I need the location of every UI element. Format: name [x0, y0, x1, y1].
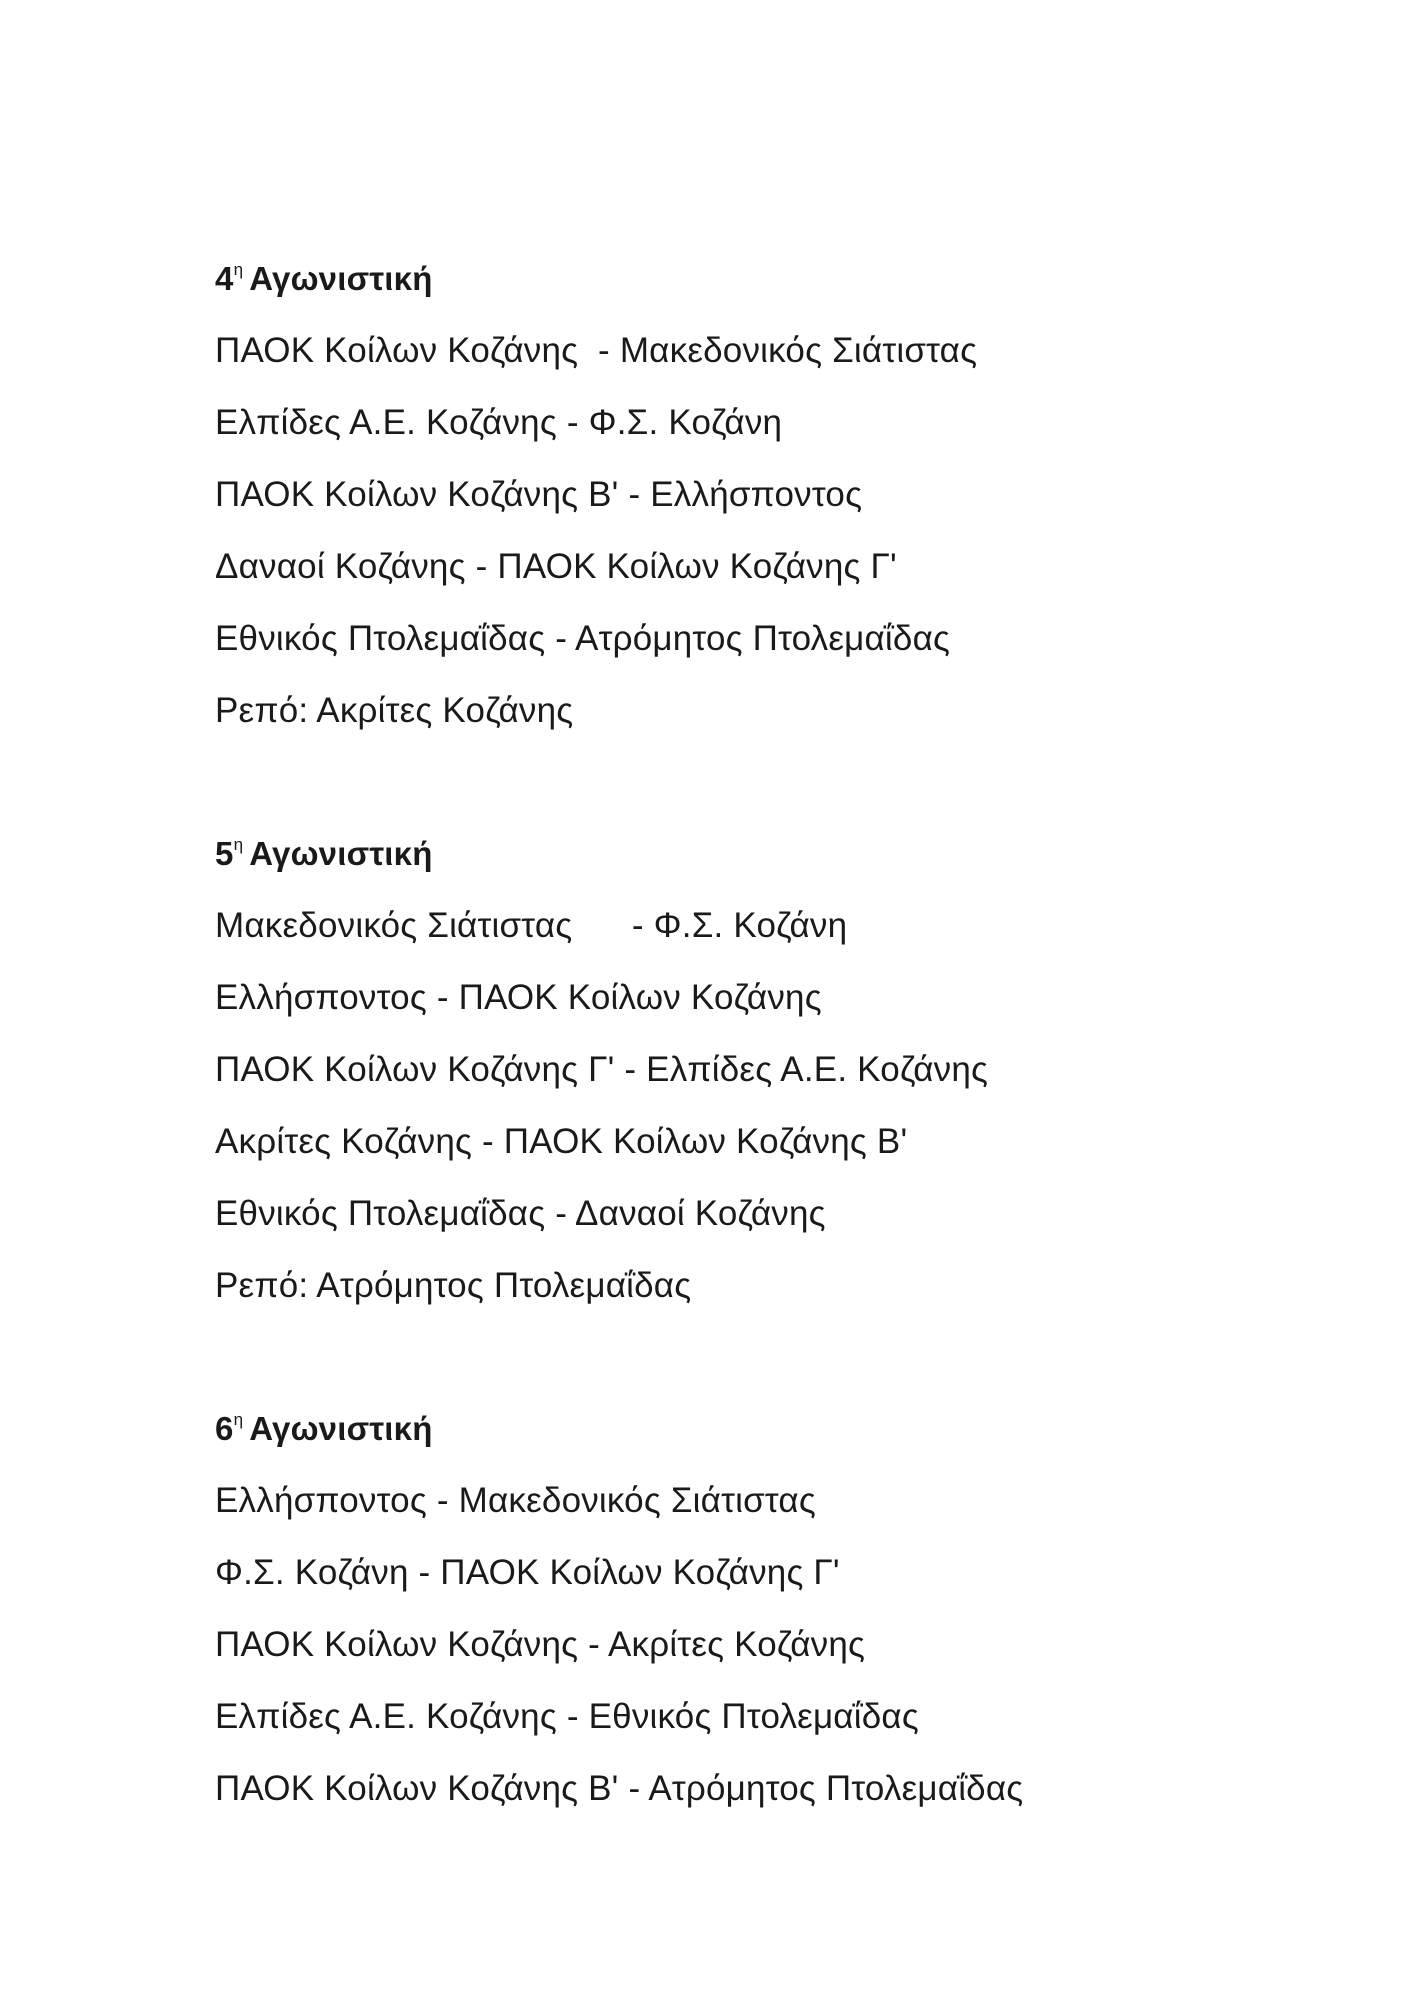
match-line: Ελλήσποντος - Μακεδονικός Σιάτιστας [215, 1481, 816, 1520]
round-number: 4 [215, 260, 234, 297]
bye-line: Ρεπό: Ακρίτες Κοζάνης [215, 691, 574, 730]
match-line: ΠΑΟΚ Κοίλων Κοζάνης Β' - Ελλήσποντος [215, 475, 863, 514]
match-line: Μακεδονικός Σιάτιστας - Φ.Σ. Κοζάνη [215, 906, 848, 945]
match-line: ΠΑΟΚ Κοίλων Κοζάνης - Μακεδονικός Σιάτιστας [215, 331, 978, 370]
match-line: Δαναοί Κοζάνης - ΠΑΟΚ Κοίλων Κοζάνης Γ' [215, 547, 897, 586]
ordinal-suffix: η [233, 1410, 244, 1429]
round-title: Αγωνιστική [249, 835, 433, 872]
match-line: Ακρίτες Κοζάνης - ΠΑΟΚ Κοίλων Κοζάνης Β' [215, 1122, 908, 1161]
round-title: Αγωνιστική [249, 260, 433, 297]
match-line: ΠΑΟΚ Κοίλων Κοζάνης Β' - Ατρόμητος Πτολεμαΐδας [215, 1769, 1024, 1808]
match-line: Ελλήσποντος - ΠΑΟΚ Κοίλων Κοζάνης [215, 978, 822, 1017]
match-line: Φ.Σ. Κοζάνη - ΠΑΟΚ Κοίλων Κοζάνης Γ' [215, 1553, 840, 1592]
round-title: Αγωνιστική [249, 1410, 433, 1447]
round-heading [215, 1393, 1315, 1465]
round-number: 6 [215, 1410, 234, 1447]
match-line: Ελπίδες Α.Ε. Κοζάνης - Φ.Σ. Κοζάνη [215, 403, 783, 442]
match-line: Ελπίδες Α.Ε. Κοζάνης - Εθνικός Πτολεμαΐδας [215, 1697, 919, 1736]
match-line: Εθνικός Πτολεμαΐδας - Ατρόμητος Πτολεμαΐδας [215, 619, 951, 658]
ordinal-suffix: η [233, 260, 244, 279]
ordinal-suffix: η [233, 835, 244, 854]
match-line: ΠΑΟΚ Κοίλων Κοζάνης Γ' - Ελπίδες Α.Ε. Κοζάνης [215, 1050, 989, 1089]
match-line: Εθνικός Πτολεμαΐδας - Δαναοί Κοζάνης [215, 1194, 826, 1233]
round-heading [215, 243, 1315, 315]
round-4-section [215, 243, 1315, 747]
round-number: 5 [215, 835, 234, 872]
bye-line: Ρεπό: Ατρόμητος Πτολεμαΐδας [215, 1266, 692, 1305]
match-line: ΠΑΟΚ Κοίλων Κοζάνης - Ακρίτες Κοζάνης [215, 1625, 866, 1664]
round-heading [215, 818, 1315, 890]
round-6-section [215, 1393, 1315, 1825]
round-5-section [215, 818, 1315, 1322]
